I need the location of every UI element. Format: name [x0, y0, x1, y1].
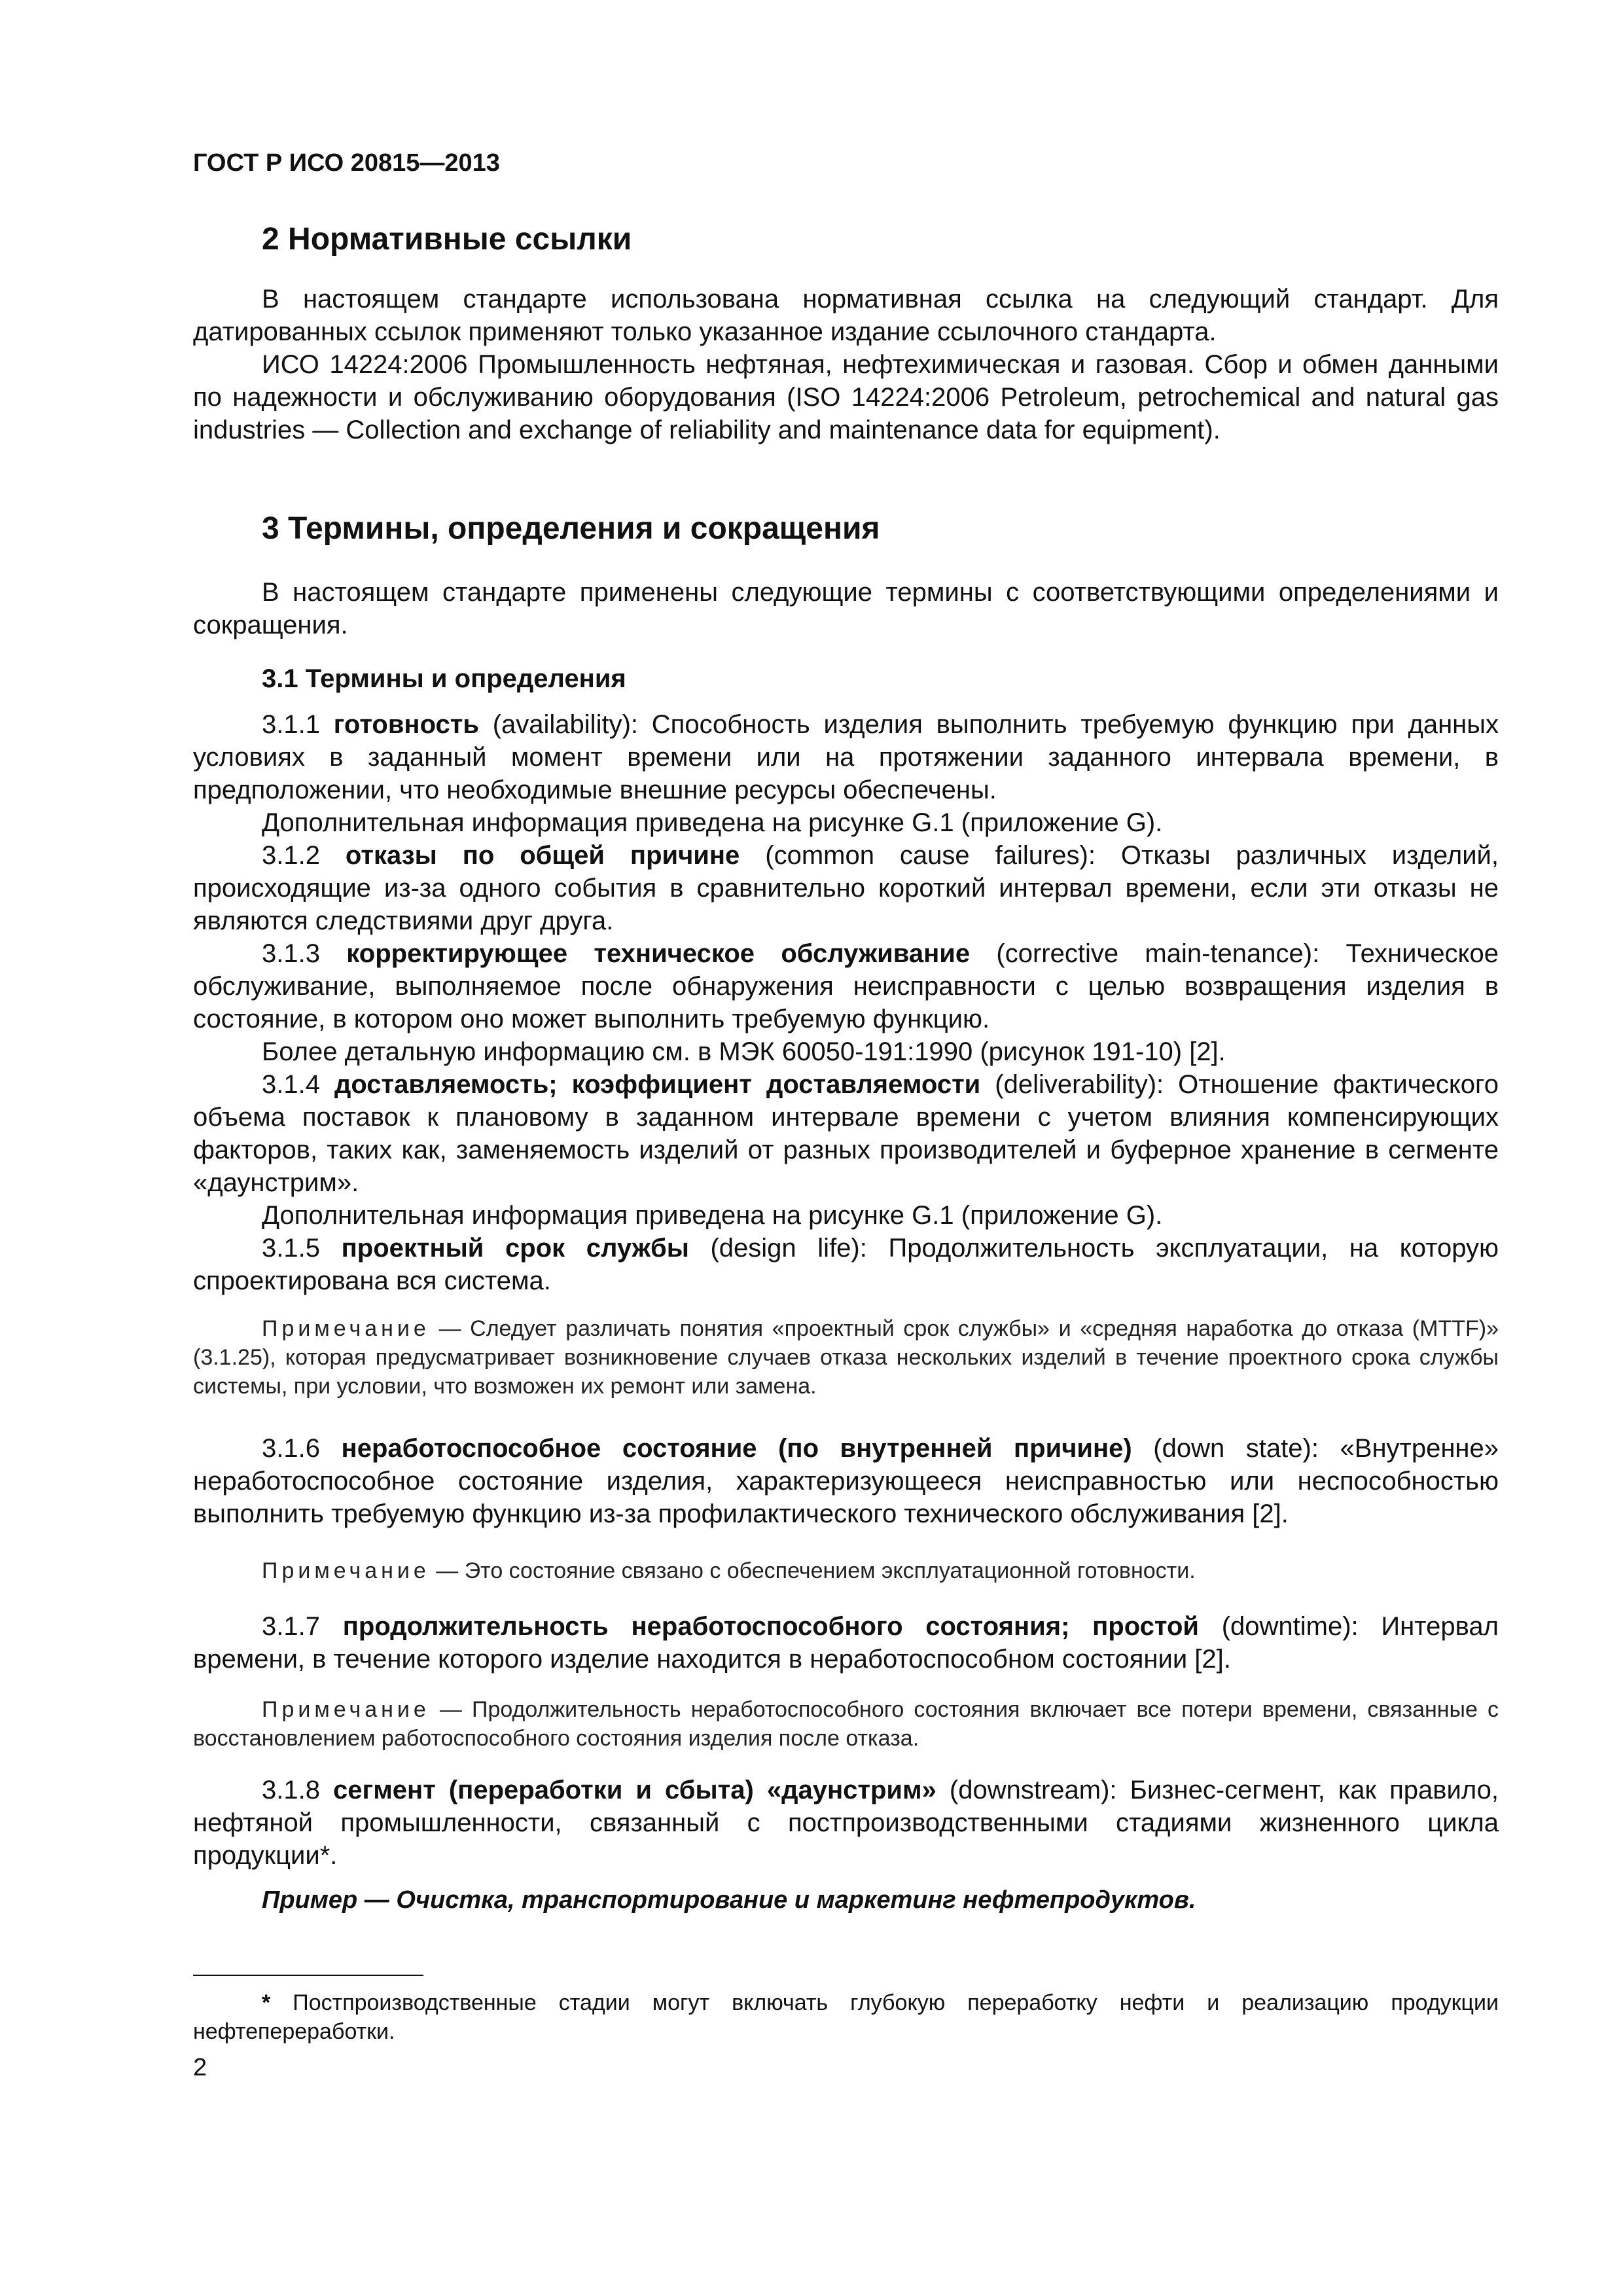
section-2-para-2: ИСО 14224:2006 Промышленность нефтяная, нефтехимическая и газовая. Сбор и обмен данными по надежности и обслуживанию оборудования (ISO 14224:2006 Petroleum, petrochemical and natural gas industries — Collection and exchange of reliability and maintenance data for equipment). — [193, 350, 1499, 444]
term-3-1-7-block — [193, 1610, 1499, 1676]
terms-block-1 — [193, 708, 1499, 1297]
footnote-divider — [193, 1975, 423, 1976]
section-3-intro-block — [193, 576, 1499, 641]
term-3-1-1-extra: Дополнительная информация приведена на рисунке G.1 (приложение G). — [262, 808, 1163, 837]
term-3-1-5: 3.1.5 проектный срок службы (design life): Продолжительность эксплуатации, на которую спроектирована вся система. — [193, 1234, 1499, 1295]
footnote: * Постпроизводственные стадии могут включать глубокую переработку нефти и реализацию продукции нефтепереработки. — [193, 1990, 1499, 2044]
term-3-1-2: 3.1.2 отказы по общей причине (common cause failures): Отказы различных изделий, происходящие из-за одного события в сравнительно короткий интервал времени, если эти отказы не являются следствиями друг друга. — [193, 841, 1499, 935]
term-3-1-3-extra: Более детальную информацию см. в МЭК 60050-191:1990 (рисунок 191-10) [2]. — [262, 1037, 1226, 1066]
term-3-1-4-extra: Дополнительная информация приведена на рисунке G.1 (приложение G). — [262, 1201, 1163, 1230]
term-3-1-7: 3.1.7 продолжительность неработоспособного состояния; простой (downtime): Интервал времени, в течение которого изделие находится в неработоспособном состоянии [2]. — [193, 1612, 1499, 1674]
subsection-3-1-title: 3.1 Термины и определения — [262, 664, 626, 693]
section-3-title: 3 Термины, определения и сокращения — [262, 511, 880, 546]
example-text: Пример — Очистка, транспортирование и маркетинг нефтепродуктов. — [262, 1886, 1196, 1914]
section-3-intro: В настоящем стандарте применены следующие термины с соответствующими определениями и сокращения. — [193, 578, 1499, 639]
section-2-body — [193, 283, 1499, 446]
note-label: Примечание — [262, 1697, 430, 1722]
term-3-1-3: 3.1.3 корректирующее техническое обслуживание (corrective main-tenance): Техническое обслуживание, выполняемое после обнаружения неисправности с целью возвращения изделия в состояние, в котором оно может выполнить требуемую функцию. — [193, 939, 1499, 1033]
note-3-1-5: Примечание — Следует различать понятия «проектный срок службы» и «средняя наработка до отказа (MTTF)» (3.1.25), которая предусматривает возникновение случаев отказа нескольких изделий в течение проектного срока службы системы, при условии, что возможен их ремонт или замена. — [193, 1316, 1499, 1399]
term-3-1-6-block — [193, 1432, 1499, 1530]
section-2-title: 2 Нормативные ссылки — [262, 222, 632, 257]
term-3-1-1: 3.1.1 готовность (availability): Способность изделия выполнить требуемую функцию при данных условиях в заданный момент времени или на протяжении заданного интервала времени, в предположении, что необходимые внешние ресурсы обеспечены. — [193, 710, 1499, 804]
footnote-block — [193, 1988, 1499, 2046]
term-3-1-4: 3.1.4 доставляемость; коэффициент доставляемости (deliverability): Отношение фактического объема поставок к плановому в заданном интервале времени с учетом влияния компенсирующих факторов, таких как, заменяемость изделий от разных производителей и буферное хранение в сегменте «даунстрим». — [193, 1070, 1499, 1197]
term-3-1-8: 3.1.8 сегмент (переработки и сбыта) «даунстрим» (downstream): Бизнес-сегмент, как правило, нефтяной промышленности, связанный с постпроизводственными стадиями жизненного цикла продукции*. — [193, 1776, 1499, 1870]
term-3-1-6: 3.1.6 неработоспособное состояние (по внутренней причине) (down state): «Внутренне» неработоспособное состояние изделия, характеризующееся неисправностью или неспособностью выполнить требуемую функцию из-за профилактического технического обслуживания [2]. — [193, 1434, 1499, 1528]
note-label: Примечание — [262, 1558, 430, 1583]
note-3-1-6-block — [193, 1556, 1499, 1585]
document-code: ГОСТ Р ИСО 20815—2013 — [193, 149, 500, 177]
note-3-1-6: Примечание — Это состояние связано с обеспечением эксплуатационной готовности. — [262, 1558, 1196, 1583]
note-3-1-7: Примечание — Продолжительность неработоспособного состояния включает все потери времени, связанные с восстановлением работоспособного состояния изделия после отказа. — [193, 1697, 1499, 1751]
term-3-1-8-block — [193, 1774, 1499, 1872]
note-label: Примечание — [262, 1316, 430, 1341]
section-2-para-1: В настоящем стандарте использована нормативная ссылка на следующий стандарт. Для датированных ссылок применяют только указанное издание ссылочного стандарта. — [193, 285, 1499, 346]
note-3-1-5-block — [193, 1314, 1499, 1401]
page-number: 2 — [193, 2054, 207, 2081]
note-3-1-7-block — [193, 1695, 1499, 1753]
